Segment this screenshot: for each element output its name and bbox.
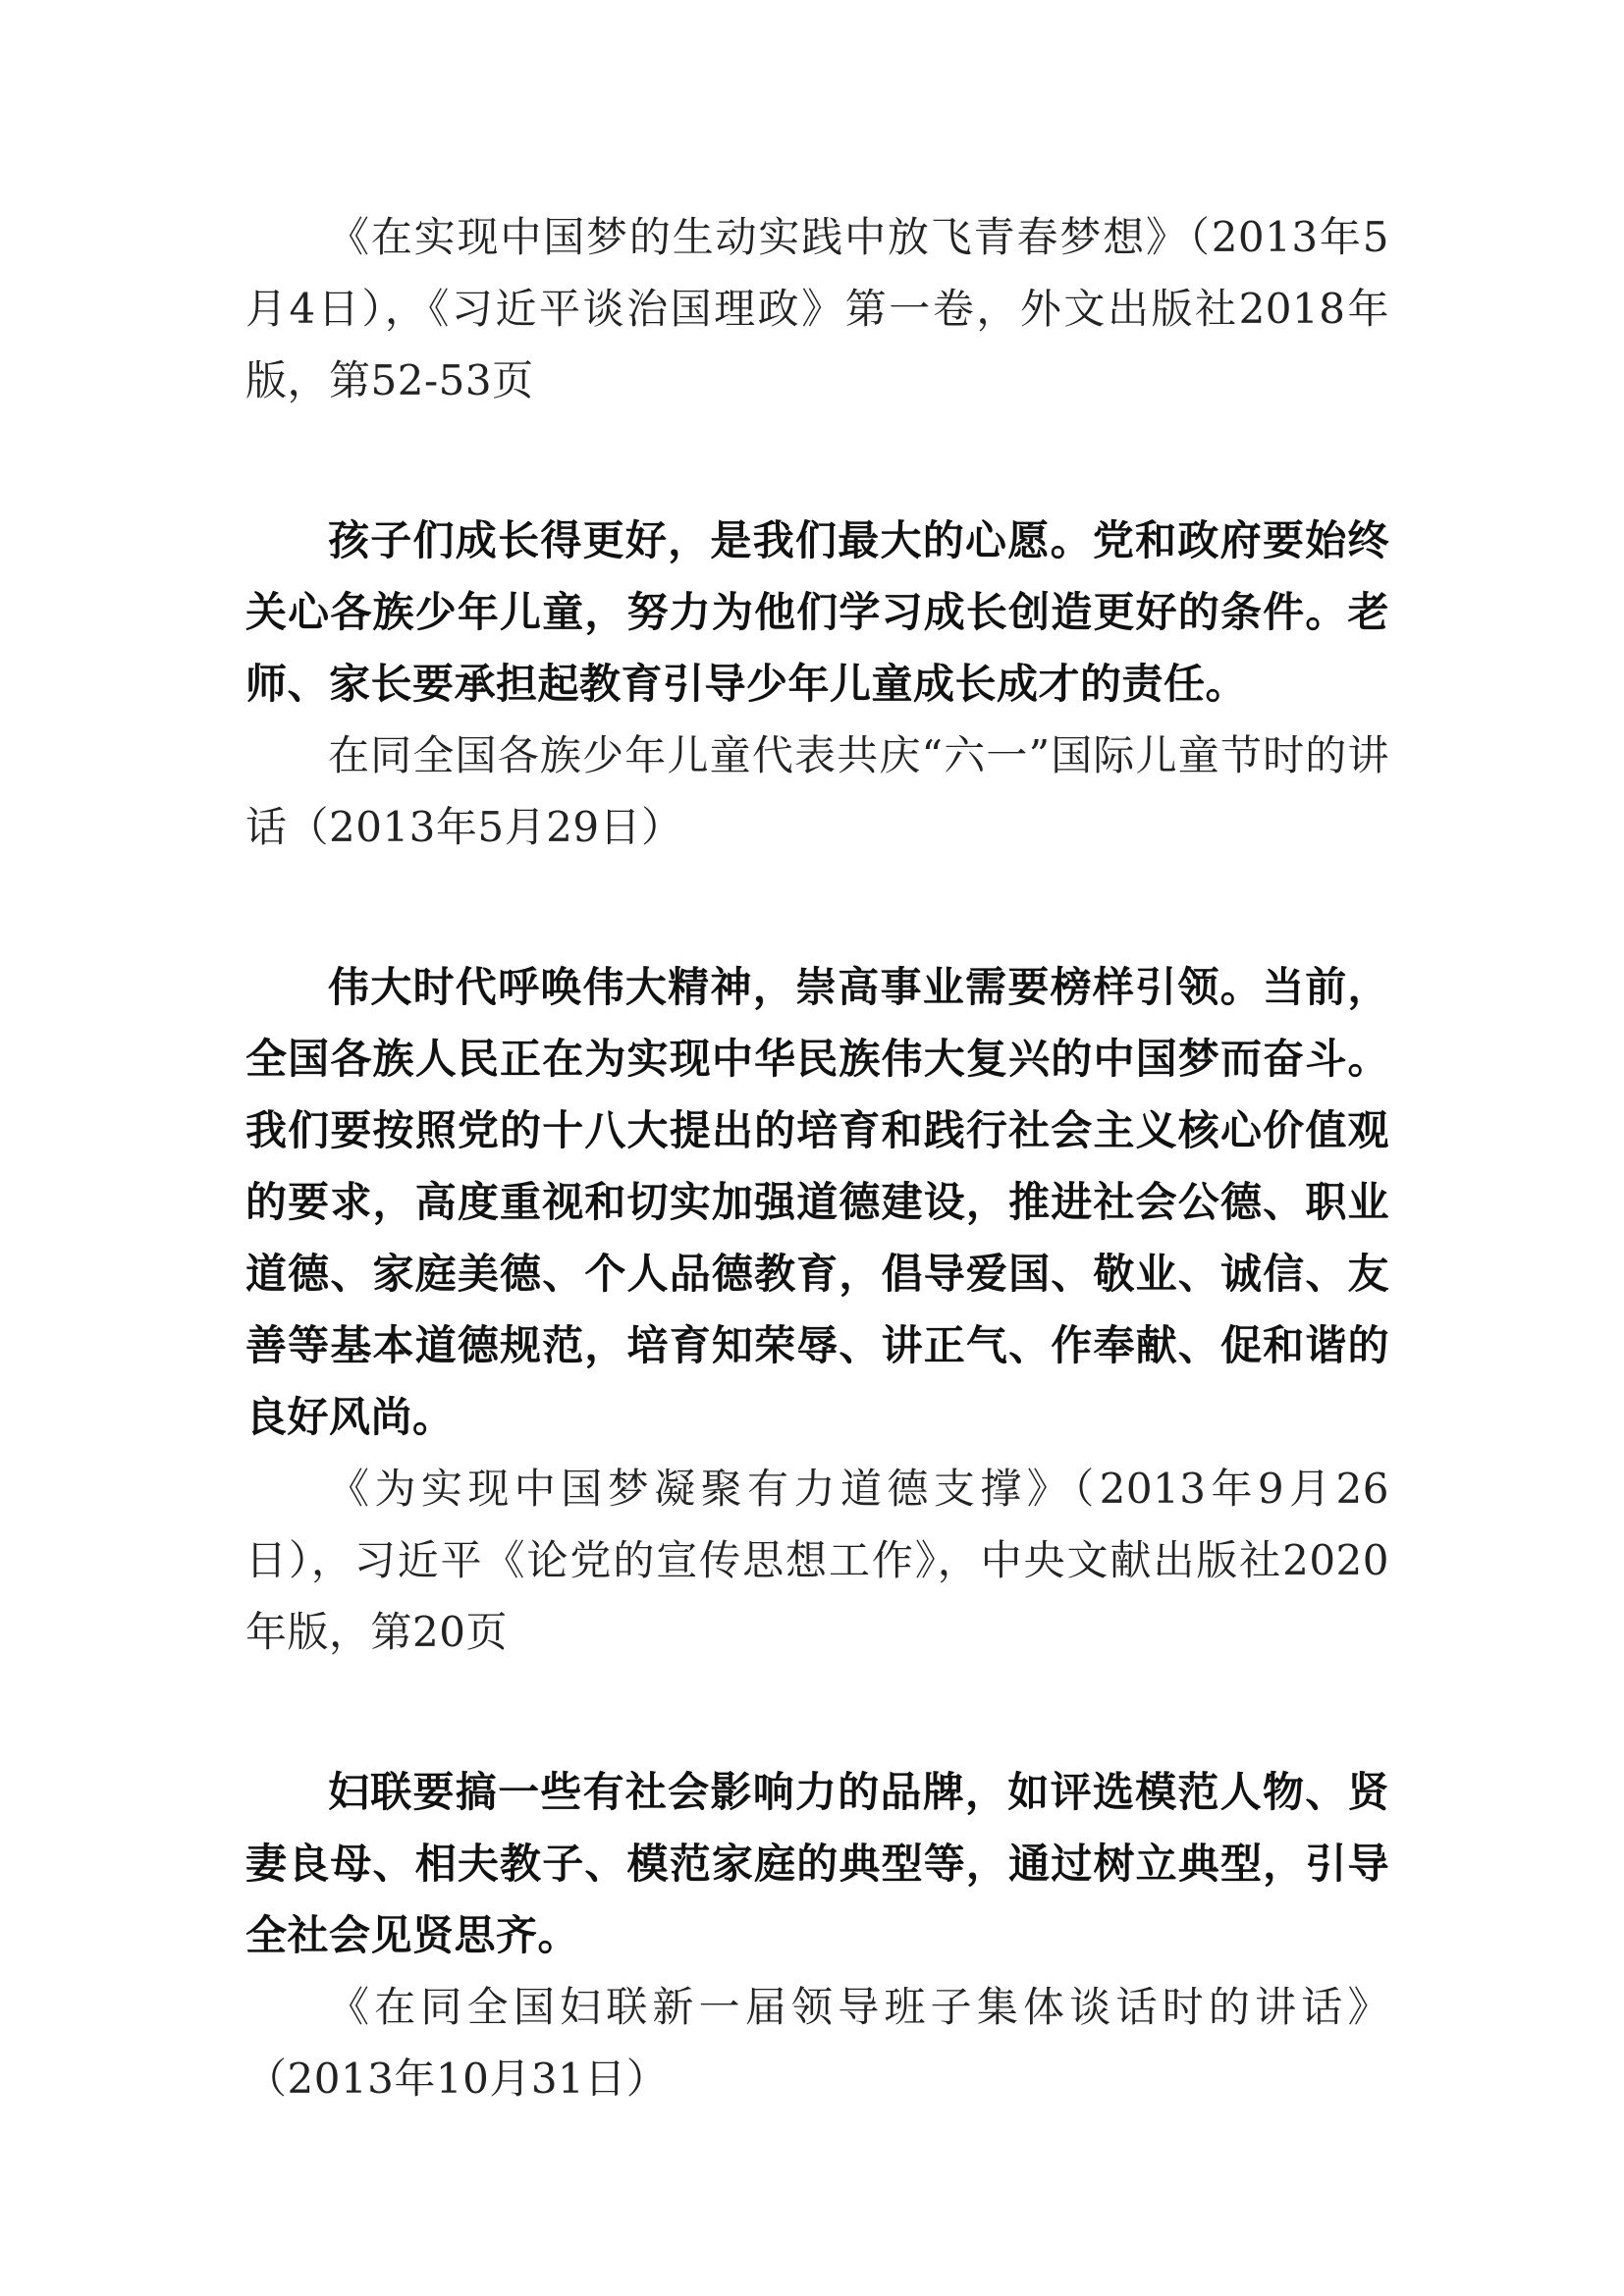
entry-2-source: 在同全国各族少年儿童代表共庆“六一”国际儿童节时的讲话（2013年5月29日） xyxy=(245,731,1389,851)
entry-3-source: 《为实现中国梦凝聚有力道德支撑》（2013年9月26日），习近平《论党的宣传思想工作》，中央文献出版社2020年版，第20页 xyxy=(245,1465,1389,1656)
entry-4-source: 《在同全国妇联新一届领导班子集体谈话时的讲话》（2013年10月31日） xyxy=(245,1983,1389,2103)
entry-2-quote: 孩子们成长得更好，是我们最大的心愿。党和政府要始终关心各族少年儿童，努力为他们学习成长创造更好的条件。老师、家长要承担起教育引导少年儿童成长成才的责任。 xyxy=(245,516,1389,708)
divider-gap xyxy=(245,1668,1389,1756)
entry-4-quote: 妇联要搞一些有社会影响力的品牌，如评选模范人物、贤妻良母、相夫教子、模范家庭的典型等，通过树立典型，引导全社会见贤思齐。 xyxy=(245,1768,1389,1959)
divider-gap xyxy=(245,863,1389,951)
entry-3-quote: 伟大时代呼唤伟大精神，崇高事业需要榜样引领。当前，全国各族人民正在为实现中华民族伟大复兴的中国梦而奋斗。我们要按照党的十八大提出的培育和践行社会主义核心价值观的要求，高度重视和切实加强道德建设，推进社会公德、职业道德、家庭美德、个人品德教育，倡导爱国、敬业、诚信、友善等基本道德规范，培育知荣辱、讲正气、作奉献、促和谐的良好风尚。 xyxy=(245,963,1389,1441)
document-page xyxy=(245,201,1389,2114)
divider-gap xyxy=(245,416,1389,505)
entry-1-source: 《在实现中国梦的生动实践中放飞青春梦想》（2013年5月4日），《习近平谈治国理政》第一卷，外文出版社2018年版，第52-53页 xyxy=(245,213,1389,404)
